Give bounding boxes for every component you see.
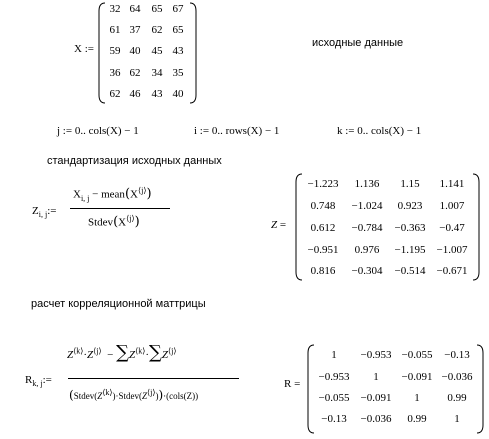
z-cell: 1.15 <box>400 178 420 190</box>
den-dot2: · <box>163 391 167 401</box>
num-minus: − <box>107 349 114 361</box>
r-lhs-name: R <box>25 374 33 386</box>
z-formula-denominator: $Stdev(X^{⟨j⟩})$ <box>88 214 140 230</box>
z-lhs-assign: := <box>47 205 57 217</box>
x-cell: 67 <box>172 3 184 15</box>
sum-sign-2: ∑ <box>149 342 162 363</box>
den-z2-sup: ⟨j⟩ <box>147 388 156 397</box>
range-k: k := 0.. cols(X) − 1 <box>337 125 422 137</box>
range-i: i := 0.. rows(X) − 1 <box>194 125 280 137</box>
x-cell: 40 <box>129 45 141 57</box>
x-cell: 34 <box>151 67 163 79</box>
standardization-heading: стандартизация исходных данных <box>47 155 222 167</box>
x-comment: исходные данные <box>312 37 404 49</box>
r-formula-denominator: $(Stdev(Z^{⟨k⟩})\cdot Stdev(Z^{⟨j⟩}))\cdot(cols(Z))$ <box>69 388 199 402</box>
r-cell: 0.99 <box>447 392 467 404</box>
sum-sign-1: ∑ <box>116 342 129 363</box>
r-cell: −0.036 <box>360 413 392 425</box>
num-mean-sup: ⟨j⟩ <box>137 186 147 195</box>
den-z1-sup: ⟨k⟩ <box>102 388 113 397</box>
num-z3-sup: ⟨k⟩ <box>135 346 146 356</box>
den-stdev2: Stdev <box>118 391 139 401</box>
x-cell: 65 <box>172 24 184 36</box>
z-cell: −1.195 <box>394 244 426 256</box>
den-cols: (cols(Z)) <box>166 391 199 401</box>
x-cell: 62 <box>151 24 163 36</box>
num-mean: − mean <box>89 188 125 201</box>
z-cell: −0.304 <box>351 265 383 277</box>
r-cell: −0.13 <box>321 413 347 425</box>
z-cell: 0.923 <box>397 200 423 212</box>
r-lhs-sub: k, j <box>32 379 43 389</box>
r-cell: −0.13 <box>444 349 470 361</box>
z-lhs-name: Z <box>32 205 39 217</box>
x-cell: 45 <box>151 45 163 57</box>
x-cell: 65 <box>151 3 163 15</box>
x-cell: 36 <box>109 67 121 79</box>
r-fraction-bar <box>68 378 239 379</box>
r-cell: −0.953 <box>318 371 350 383</box>
x-right-bracket <box>189 2 197 104</box>
x-cell: 32 <box>109 3 121 15</box>
den-stdev-arg: X <box>118 216 127 229</box>
num-z1-sup: ⟨k⟩ <box>73 346 84 356</box>
z-cell: −0.671 <box>436 265 468 277</box>
x-cell: 43 <box>172 45 184 57</box>
x-cell: 61 <box>109 24 121 36</box>
num-z1: Z <box>67 349 74 361</box>
z-cell: 1.136 <box>354 178 380 190</box>
num-z2-sup: ⟨j⟩ <box>93 346 102 356</box>
num-z4: Z <box>161 349 168 361</box>
den-stdev-sup: ⟨j⟩ <box>126 214 135 223</box>
num-x-sub: i, j <box>80 193 90 203</box>
x-cell: 46 <box>129 88 141 100</box>
z-lhs-sub: i, j <box>38 210 48 220</box>
x-name: X <box>74 43 82 55</box>
x-cell: 62 <box>109 88 121 100</box>
z-cell: 0.816 <box>310 265 336 277</box>
den-dot1: · <box>115 391 119 401</box>
z-definition-label <box>271 219 286 231</box>
z-assign: = <box>279 219 287 231</box>
x-cell: 40 <box>172 88 184 100</box>
num-z3: Z <box>128 349 136 361</box>
num-x: X <box>73 188 81 201</box>
den-stdev: Stdev <box>88 216 114 229</box>
r-cell: 1 <box>331 349 337 361</box>
z-cell: −0.514 <box>394 265 426 277</box>
num-dot2: · <box>145 349 150 361</box>
z-cell: −0.363 <box>394 222 426 234</box>
z-cell: −0.47 <box>439 222 465 234</box>
z-formula-numerator: $X_{i, j}$ − $mean(X^{⟨j⟩})$ <box>73 186 152 203</box>
den-z2: Z <box>141 391 147 401</box>
x-cell: 59 <box>109 45 121 57</box>
r-cell: 1 <box>373 371 379 383</box>
x-cell: 35 <box>172 67 184 79</box>
z-cell: 1.007 <box>439 200 465 212</box>
num-z2: Z <box>87 349 94 361</box>
r-cell: −0.036 <box>441 371 473 383</box>
den-z1: Z <box>97 391 103 401</box>
r-cell: −0.091 <box>401 371 433 383</box>
r-cell: 0.99 <box>407 413 427 425</box>
z-cell: −1.007 <box>436 244 468 256</box>
r-lhs-assign: := <box>42 374 52 386</box>
z-cell: −0.784 <box>351 222 383 234</box>
num-z4-sup: ⟨j⟩ <box>168 346 177 356</box>
r-assign: = <box>294 378 301 390</box>
z-cell: 1.141 <box>439 178 465 190</box>
num-dot1: · <box>83 349 88 361</box>
z-cell: 0.976 <box>354 244 380 256</box>
z-cell: 0.748 <box>310 200 336 212</box>
z-cell: −1.024 <box>351 200 383 212</box>
z-formula-lhs <box>32 205 56 219</box>
r-formula-numerator <box>67 342 176 363</box>
z-cell: 0.612 <box>310 222 336 234</box>
r-cell: −0.055 <box>401 349 433 361</box>
x-cell: 62 <box>129 67 141 79</box>
r-definition-label <box>284 378 300 390</box>
r-cell: 1 <box>454 413 460 425</box>
z-fraction-bar <box>70 208 170 209</box>
r-cell: −0.953 <box>360 349 392 361</box>
z-cell: −0.951 <box>307 244 339 256</box>
x-cell: 37 <box>129 24 141 36</box>
z-name: Z <box>271 219 278 231</box>
r-cell: −0.091 <box>360 392 392 404</box>
x-cell: 64 <box>129 3 141 15</box>
r-formula-lhs <box>25 374 52 388</box>
r-name: R <box>284 378 292 390</box>
r-right-bracket <box>476 344 484 434</box>
correlation-heading: расчет корреляционной маттрицы <box>31 298 206 310</box>
z-cell: −1.223 <box>307 178 339 190</box>
r-cell: −0.055 <box>318 392 350 404</box>
den-stdev1: Stdev <box>73 391 95 401</box>
num-mean-arg: X <box>130 188 138 201</box>
z-right-bracket <box>472 173 480 281</box>
r-cell: 1 <box>414 392 420 404</box>
x-assign: := <box>84 43 94 55</box>
range-j: j := 0.. cols(X) − 1 <box>57 125 139 137</box>
x-definition-label <box>74 43 94 55</box>
x-cell: 43 <box>151 88 163 100</box>
